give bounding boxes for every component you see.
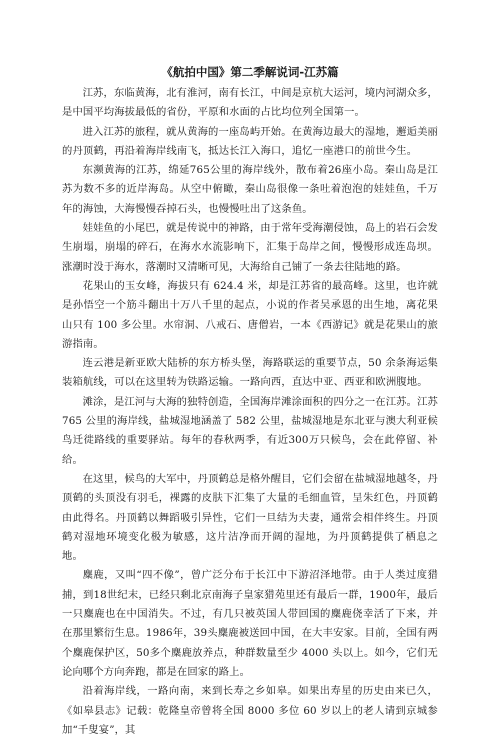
paragraph-9: 麋鹿，又叫“四不像”，曾广泛分布于长江中下游沼泽地带。由于人类过度猎捕，到18世纪末，已经只剩北京南海子皇家猎苑里还有最后一群，1900年，最后一只麋鹿也在中国消失。不过，有几只被英国人带回国的麋鹿侥幸活了下来，并在那里繁衍生息。1986年，39头麋鹿被送回中国，在大丰安家。目前，全国有两个麋鹿保护区，50多个麋鹿放养点，种群数量至少 4000 头以上。如今，它们无论向哪个方向奔跑，都是在回家的路上。 — [62, 569, 438, 678]
paragraph-8: 在这里，候鸟的大军中，丹顶鹤总是格外醒目，它们会留在盐城湿地越冬，丹顶鹤的头顶没有羽毛，裸露的皮肤下汇集了大量的毛细血管，呈朱红色，丹顶鹤由此得名。丹顶鹤以舞蹈吸引异性，它们一旦结为夫妻，通常会相伴终生。丹顶鹤对湿地环境变化极为敏感，这片洁净而开阔的湿地，为丹顶鹤提供了栖息之地。 — [62, 472, 438, 563]
paragraph-1: 江苏，东临黄海，北有淮河，南有长江，中间是京杭大运河，境内河湖众多，是中国平均海拔最低的省份，平原和水面的占比均位列全国第一。 — [62, 87, 438, 119]
paragraph-5: 花果山的玉女峰，海拔只有 624.4 米，却是江苏省的最高峰。这里，也许就是孙悟空一个筋斗翻出十万八千里的起点，小说的作者吴承恩的出生地，离花果山只有 100 多公里。水帘洞、八戒石、唐僧岩，一本《西游记》就是花果山的旅游指南。 — [62, 279, 438, 350]
paragraph-7: 滩涂，是江河与大海的独特创造，全国海岸滩涂面积的四分之一在江苏。江苏 765 公里的海岸线，盐城湿地涵盖了 582 公里，盐城湿地是东北亚与澳大利亚候鸟迁徙路线的重要驿站。每年的春秋两季，有近300万只候鸟，会在此停留、补给。 — [62, 395, 438, 466]
document-title: 《航拍中国》第二季解说词-江苏篇 — [161, 65, 339, 79]
paragraph-6: 连云港是新亚欧大陆桥的东方桥头堡，海路联运的重要节点，50 余条海运集装箱航线，可以在这里转为铁路运输。一路向西，直达中亚、西亚和欧洲腹地。 — [62, 357, 438, 389]
paragraph-3: 东濒黄海的江苏，绵延765公里的海岸线外，散布着26座小岛。秦山岛是江苏为数不多的近岸海岛。从空中俯瞰，秦山岛很像一条吐着泡泡的娃娃鱼，千万年的海蚀，大海慢慢吞掉石头，也慢慢吐出了这条鱼。 — [62, 164, 438, 215]
paragraph-2: 进入江苏的旅程，就从黄海的一座岛屿开始。在黄海边最大的湿地，邂逅美丽的丹顶鹤，再沿着海岸线南飞，抵达长江入海口，追忆一座港口的前世今生。 — [62, 125, 438, 157]
paragraph-4: 娃娃鱼的小尾巴，就是传说中的神路，由于常年受海潮侵蚀，岛上的岩石会发生崩塌，崩塌的碎石，在海水水流影响下，汇集于岛岸之间，慢慢形成连岛坝。涨潮时没于海水，落潮时又清晰可见，大海给自己铺了一条去往陆地的路。 — [62, 222, 438, 273]
paragraph-10: 沿着海岸线，一路向南，来到长寿之乡如皋。如果出寿星的历史由来已久，《如皋县志》记载：乾隆皇帝曾将全国 8000 多位 60 岁以上的老人请到京城参加“千叟宴”，其 — [62, 685, 438, 736]
